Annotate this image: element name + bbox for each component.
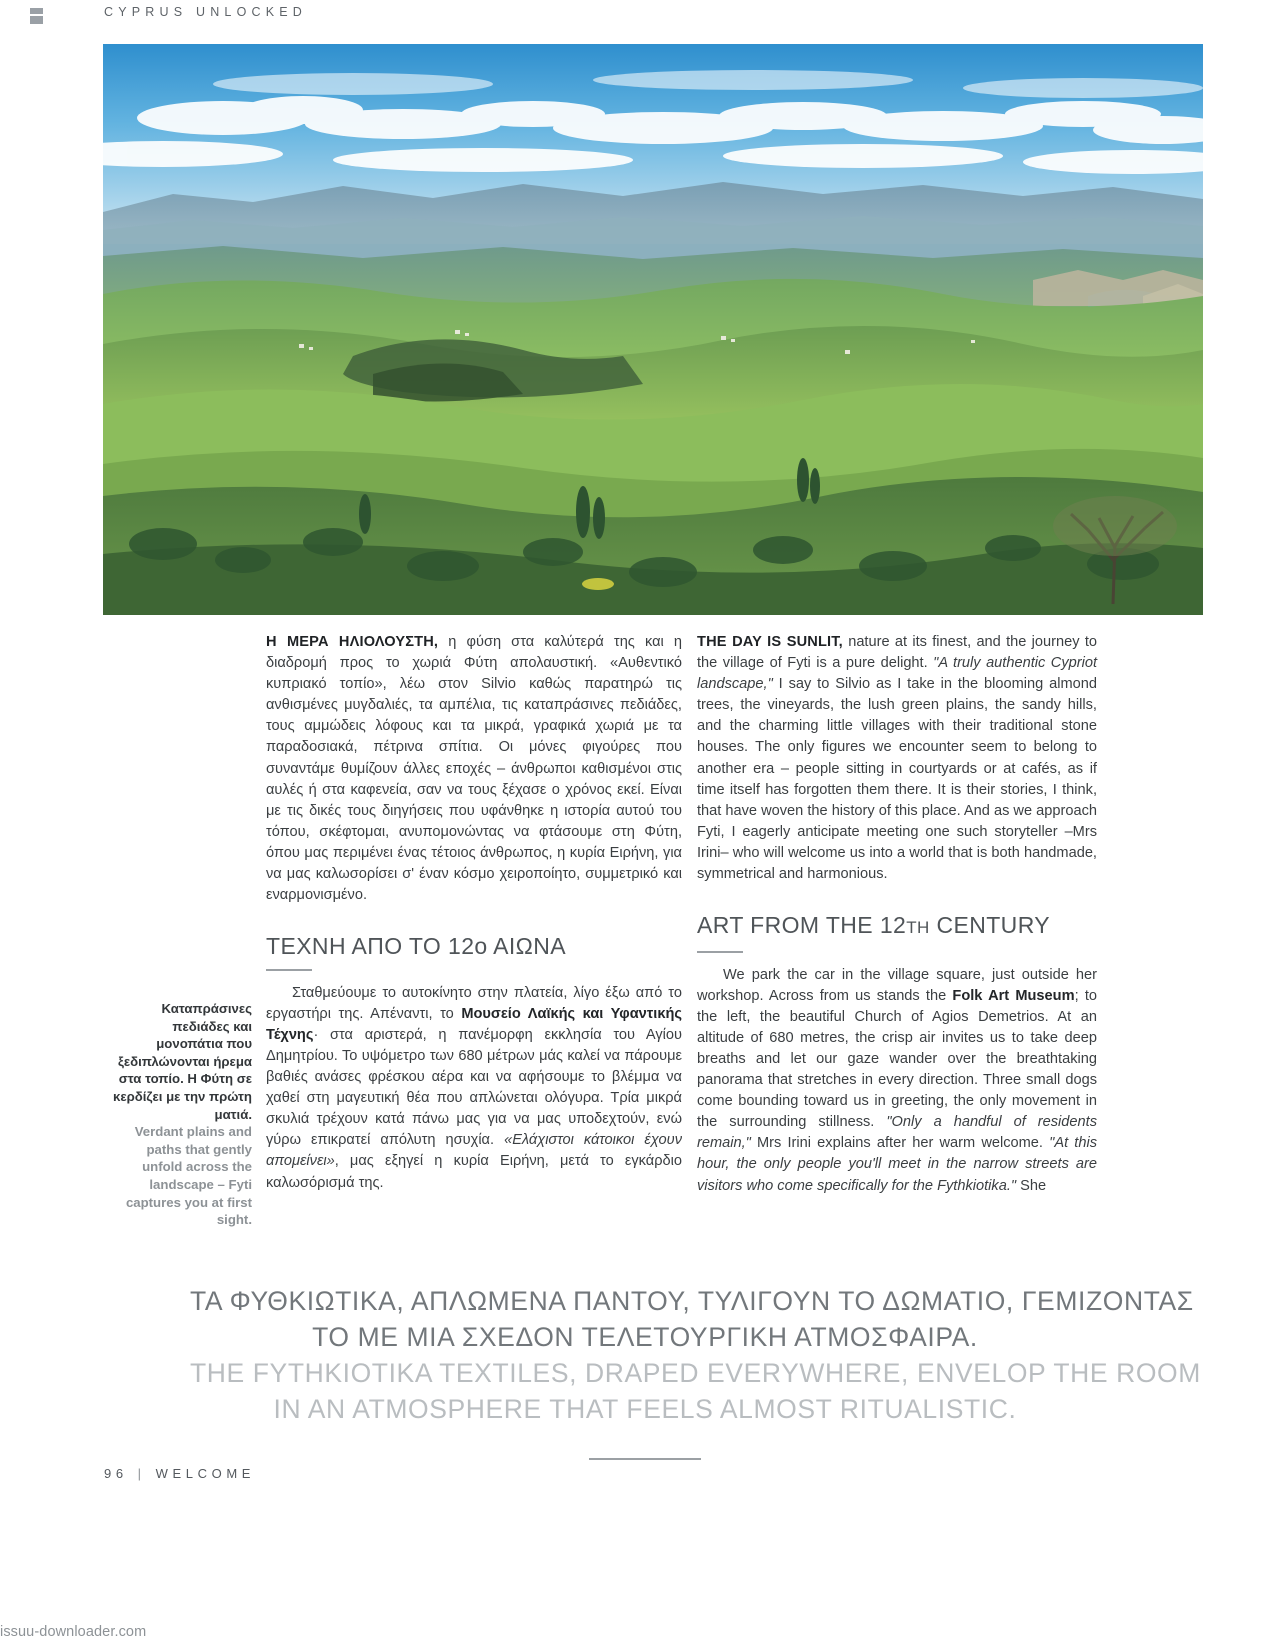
english-heading-ordinal: TH	[906, 918, 930, 938]
margin-caption-greek: Καταπράσινες πεδιάδες και μονοπάτια που ξεδιπλώνονται ήρεμα στα τοπίο. Η Φύτη σε κερδίζει με την πρώτη ματιά.	[113, 1001, 252, 1122]
english-paragraph-1-part-b: I say to Silvio as I take in the blooming almond trees, the vineyards, the lush green plains, the sandy hills, and the charming little villages with their traditional stone houses. The only figures we encounter seem to belong to another era – people sitting in courtyards or at cafés, as if time itself has forgotten them there. It is their stories, I think, that have woven the history of this place. And as we approach Fyti, I eagerly anticipate meeting one such storyteller –Mrs Irini– who will welcome us into a world that is both handmade, symmetrical and harmonious.	[697, 676, 1097, 883]
margin-caption	[110, 1000, 252, 1229]
greek-paragraph-1	[266, 632, 682, 906]
pull-quote	[190, 1283, 1201, 1460]
english-quote-landscape: "A truly authentic Cypriot landscape,"	[697, 655, 1098, 693]
english-lead-in: THE DAY IS SUNLIT,	[697, 634, 843, 650]
english-paragraph-2	[697, 965, 1097, 1197]
greek-paragraph-1-body: η φύση στα καλύτερά της και η διαδρομή προς το χωριά Φύτη απολαυστική. «Αυθεντικό κυπριακό τοπίο», λέω στον Silvio καθώς παρατηρώ τις ανθισμένες μυγδαλιές, τα αμπέλια, τις καταπράσινες πεδιάδες, τους αμμώδεις λόφους και τα μικρά, γραφικά χωριά με τα παραδοσιακά, πέτρινα σπίτια. Οι μόνες φιγούρες που συναντάμε θυμίζουν άλλες εποχές – άνθρωποι καθισμένοι στις αυλές ή στα καφενεία, σαν να τους ξέχασε ο χρόνος εκεί. Είναι με τις δικές τους διηγήσεις που υφάνθηκε η ιστορία αυτού του τόπου, σκέφτομαι, ανυπομονώντας να φτάσουμε στη Φύτη, όπου μας περιμένει ένας τέτοιος άνθρωπος, η κυρία Ειρήνη, για να μας καλωσορίσει σ' έναν κόσμο χειροποίητο, συμμετρικό και εναρμονισμένο.	[266, 634, 682, 904]
pull-quote-english-line-2: IN AN ATMOSPHERE THAT FEELS ALMOST RITUALISTIC.	[273, 1394, 1017, 1424]
folio	[104, 1466, 255, 1481]
pull-quote-english-line-1: THE FYTHKIOTIKA TEXTILES, DRAPED EVERYWHERE, ENVELOP THE ROOM	[190, 1358, 1201, 1388]
greek-museum-name: Μουσείο Λαϊκής και Υφαντικής Τέχνης	[266, 1005, 682, 1043]
english-paragraph-2-part-c: Mrs Irini explains after her warm welcome.	[750, 1135, 1050, 1152]
greek-lead-in: Η ΜΕΡΑ ΗΛΙΟΛΟΥΣΤΗ,	[266, 634, 439, 650]
english-paragraph-1-part-a: nature at its finest, and the journey to the village of Fyti is a pure delight.	[697, 634, 1097, 672]
english-heading-tail: CENTURY	[929, 912, 1051, 939]
greek-paragraph-2-part-c: , μας εξηγεί η κυρία Ειρήνη, μετά το εγκάρδιο καλωσόρισμά της.	[266, 1153, 682, 1191]
english-heading-main: ART FROM THE 12	[697, 912, 907, 939]
english-heading-rule	[697, 951, 743, 953]
english-paragraph-2-part-d: She	[1016, 1177, 1047, 1194]
pull-quote-greek-line-2: ΤΟ ΜΕ ΜΙΑ ΣΧΕΔΟΝ ΤΕΛΕΤΟΥΡΓΙΚΗ ΑΤΜΟΣΦΑΙΡΑ.	[312, 1322, 978, 1352]
english-museum-name: Folk Art Museum	[952, 987, 1075, 1004]
greek-paragraph-2-part-b: · στα αριστερά, η πανέμορφη εκκλησία του Αγίου Δημητρίου. Το υψόμετρο των 680 μέτρων μάς καλεί να πάρουμε βαθιές ανάσες φρέσκου αέρα και να αφήσουμε το βλέμμα να χαθεί στη μαγευτική θέα που απλώνεται ολόγυρα. Τρία μικρά σκυλιά τρέχουν κατά πάνω μας για να μας υποδεχτούν, ενώ γύρω επικρατεί απόλυτη ησυχία.	[266, 1026, 682, 1149]
spine-marker-icon	[30, 8, 43, 24]
greek-paragraph-2-part-a: Σταθμεύουμε το αυτοκίνητο στην πλατεία, λίγο έξω από το εργαστήρι της. Απέναντι, το	[266, 984, 682, 1022]
english-paragraph-2-part-b: ; to the left, the beautiful Church of Agios Demetrios. At an altitude of 680 metres, the crisp air invites us to take deep breaths and let our gaze wander over the breathtaking panorama that stretches in every direction. Three small dogs come bounding toward us in greeting, the only movement in the surrounding stillness.	[697, 987, 1097, 1131]
greek-heading-rule	[266, 969, 312, 971]
english-section-heading	[697, 911, 1097, 942]
source-watermark: issuu-downloader.com	[0, 1624, 147, 1640]
pull-quote-greek-line-1: ΤΑ ΦΥΘΚΙΩΤΙΚΑ, ΑΠΛΩΜΕΝΑ ΠΑΝΤΟΥ, ΤΥΛΙΓΟΥΝ ΤΟ ΔΩΜΑΤΙΟ, ΓΕΜΙΖΟΝΤΑΣ	[190, 1286, 1194, 1316]
english-paragraph-2-part-a: We park the car in the village square, just outside her workshop. Across from us stands the	[697, 966, 1097, 1004]
folio-section: WELCOME	[155, 1466, 256, 1481]
english-quote-visitors: "At this hour, the only people you'll meet in the narrow streets are visitors who come specifically for the Fythkiotika."	[697, 1135, 1098, 1194]
folio-separator: |	[137, 1466, 146, 1481]
hero-photo-illustration	[103, 44, 1203, 615]
article-column-greek	[266, 632, 682, 1194]
article-column-english	[697, 632, 1097, 1197]
english-quote-residents: "Only a handful of residents remain,"	[697, 1114, 1098, 1152]
hero-photo	[103, 44, 1203, 615]
english-paragraph-1	[697, 632, 1097, 885]
greek-quote-residents: «Ελάχιστοι κάτοικοι έχουν απομείνει»	[266, 1132, 682, 1170]
running-head: CYPRUS UNLOCKED	[104, 5, 308, 19]
pull-quote-rule	[589, 1458, 701, 1460]
folio-page-number: 96	[104, 1466, 128, 1481]
greek-section-heading: ΤΕΧΝΗ ΑΠΟ ΤΟ 12ο ΑΙΩΝΑ	[266, 933, 566, 960]
margin-caption-english: Verdant plains and paths that gently unfold across the landscape – Fyti captures you at first sight.	[125, 1124, 252, 1228]
greek-paragraph-2	[266, 983, 682, 1194]
